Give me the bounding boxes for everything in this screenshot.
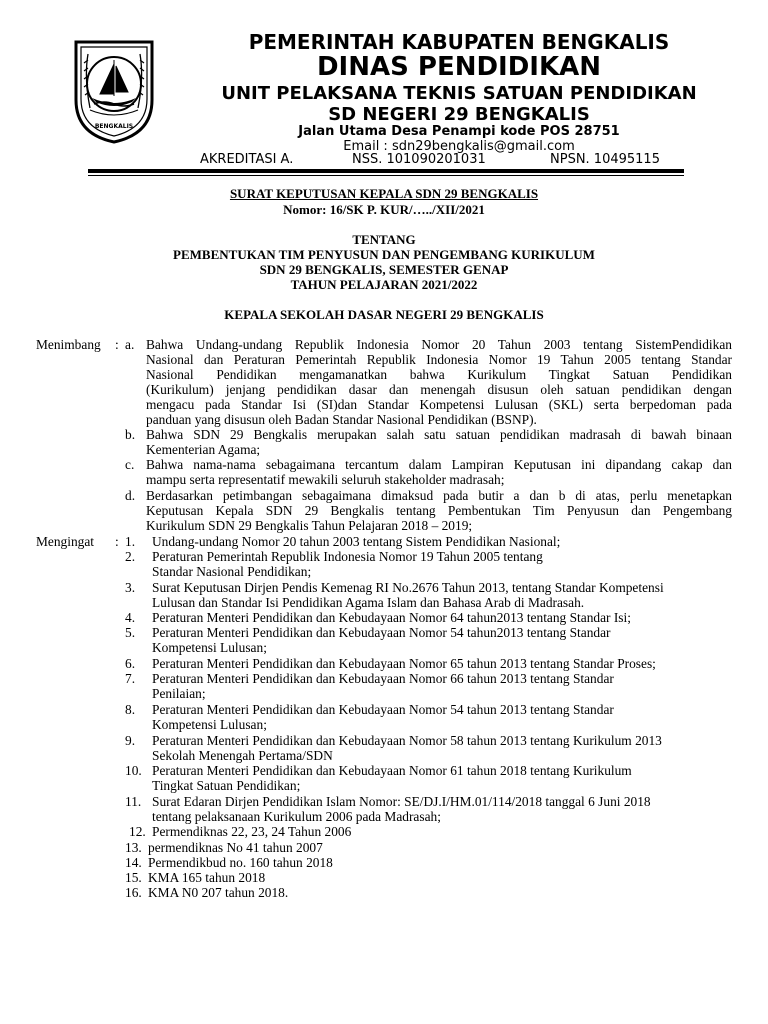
menimbang-item-line: mampu serta representatif mewakili seluruh stakeholder madrasah; [146,472,505,487]
mengingat-item-line: Peraturan Menteri Pendidikan dan Kebudayaan Nomor 58 tahun 2013 tentang Kurikulum 2013 [152,733,662,748]
menimbang-item-line: panduan yang disusun oleh Badan Standar Nasional Pendidikan (BSNP). [146,412,537,427]
mengingat-item-line: Surat Keputusan Dirjen Pendis Kemenag RI No.2676 Tahun 2013, tentang Standar Kompetensi [152,580,664,595]
mengingat-item-line: Permendiknas 22, 23, 24 Tahun 2006 [152,824,352,839]
mengingat-label: Mengingat [36,534,95,549]
mengingat-item-line: Peraturan Menteri Pendidikan dan Kebudayaan Nomor 61 tahun 2018 tentang Kurikulum [152,763,632,778]
mengingat-marker: 6. [125,656,136,671]
mengingat-item-line: permendiknas No 41 tahun 2007 [148,840,323,855]
mengingat-marker: 1. [125,534,136,549]
mengingat-item-line: Permendikbud no. 160 tahun 2018 [148,855,333,870]
menimbang-label: Menimbang [36,337,101,352]
menimbang-item-line: Nasional Pendidikan mengamanatkan bahwa Kurikulum Tingkat Satuan Pendidikan [146,367,732,382]
mengingat-marker: 10. [125,763,142,778]
menimbang-item-line: (Kurikulum) jenjang pendidikan dasar dan menengah disusun oleh satuan pendidikan dengan [146,382,732,397]
mengingat-item-line: Peraturan Menteri Pendidikan dan Kebudayaan Nomor 64 tahun2013 tentang Standar Isi; [152,610,631,625]
mengingat-marker: 5. [125,625,136,640]
nss-number: NSS. 101090201031 [352,152,486,167]
mengingat-marker: 9. [125,733,136,748]
decree-subject-1: PEMBENTUKAN TIM PENYUSUN DAN PENGEMBANG KURIKULUM [173,247,595,262]
mengingat-item-line: Kompetensi Lulusan; [152,717,267,732]
mengingat-marker: 4. [125,610,136,625]
decree-about: TENTANG [352,232,416,247]
menimbang-item-line: Kurikulum SDN 29 Bengkalis Tahun Pelajaran 2018 – 2019; [146,518,473,533]
menimbang-marker: a. [125,337,135,352]
mengingat-item-line: Penilaian; [152,686,206,701]
header-address: Jalan Utama Desa Penampi kode POS 28751 [298,124,620,139]
bengkalis-crest-icon [70,38,158,146]
mengingat-marker: 15. [125,870,142,885]
mengingat-item-line: Peraturan Menteri Pendidikan dan Kebudayaan Nomor 54 tahun 2013 tentang Standar [152,702,614,717]
menimbang-colon: : [115,337,119,352]
menimbang-item-line: Kementerian Agama; [146,442,261,457]
header-accreditation-row [200,152,660,167]
menimbang-item-line: Berdasarkan petimbangan sebagaimana dimaksud pada butir a dan b di atas, perlu menetapkan [146,488,732,503]
menimbang-item-line: Bahwa SDN 29 Bengkalis merupakan salah satu satuan pendidikan madrasah di bawah binaan [146,427,732,442]
mengingat-item-line: KMA 165 tahun 2018 [148,870,266,885]
mengingat-marker: 13. [125,840,142,855]
menimbang-item-line: Bahwa nama-nama sebagaimana tercantum dalam Lampiran Keputusan ini dipandang cakap dan [146,457,732,472]
mengingat-item-line: Tingkat Satuan Pendidikan; [152,778,301,793]
menimbang-marker: b. [125,427,136,442]
letterhead-rule-thick [88,169,684,173]
regency-logo [70,38,158,146]
mengingat-item-line: Peraturan Menteri Pendidikan dan Kebudayaan Nomor 65 tahun 2013 tentang Standar Proses; [152,656,656,671]
mengingat-item-line: Kompetensi Lulusan; [152,640,267,655]
mengingat-item-line: Sekolah Menengah Pertama/SDN [152,748,333,763]
accreditation: AKREDITASI A. [200,152,294,167]
mengingat-item-line: Peraturan Menteri Pendidikan dan Kebudayaan Nomor 66 tahun 2013 tentang Standar [152,671,614,686]
letterhead-rule-thin [88,175,684,176]
logo-text: BENGKALIS [94,123,134,130]
mengingat-item-line: Peraturan Pemerintah Republik Indonesia Nomor 19 Tahun 2005 tentang [152,549,543,564]
mengingat-item-line: Undang-undang Nomor 20 tahun 2003 tentang Sistem Pendidikan Nasional; [152,534,561,549]
decree-subject-3: TAHUN PELAJARAN 2021/2022 [290,277,478,292]
mengingat-item-line: Surat Edaran Dirjen Pendidikan Islam Nomor: SE/DJ.I/HM.01/114/2018 tanggal 6 Juni 2018 [152,794,651,809]
mengingat-item-line: KMA N0 207 tahun 2018. [148,885,289,900]
menimbang-item-line: Nasional dan Peraturan Pemerintah Republik Indonesia Nomor 19 Tahun 2005 tentang Standar [146,352,732,367]
mengingat-colon: : [115,534,119,549]
header-agency: DINAS PENDIDIKAN [316,52,602,82]
mengingat-marker: 8. [125,702,136,717]
mengingat-marker: 16. [125,885,142,900]
decree-title: SURAT KEPUTUSAN KEPALA SDN 29 BENGKALIS [229,186,539,201]
header-school: SD NEGERI 29 BENGKALIS [328,104,590,125]
header-unit: UNIT PELAKSANA TEKNIS SATUAN PENDIDIKAN [221,83,697,104]
mengingat-item-line: tentang pelaksanaan Kurikulum 2006 pada Madrasah; [152,809,441,824]
menimbang-item-line: Keputusan Kepala SDN 29 Bengkalis tentang Pembentukan Tim Penyusun dan Pengembang [146,503,732,518]
header-email: Email : sdn29bengkalis@gmail.com [343,139,575,154]
menimbang-item-line: mengacu pada Standar Isi (SI)dan Standar Kompetensi Lulusan (SKL) serta berpedoman pada [146,397,732,412]
mengingat-marker: 3. [125,580,136,595]
mengingat-item-line: Standar Nasional Pendidikan; [152,564,312,579]
decree-number: Nomor: 16/SK P. KUR/…../XII/2021 [283,202,485,217]
decree-issuer: KEPALA SEKOLAH DASAR NEGERI 29 BENGKALIS [224,307,544,322]
mengingat-item-line: Peraturan Menteri Pendidikan dan Kebudayaan Nomor 54 tahun2013 tentang Standar [152,625,611,640]
npsn-number: NPSN. 10495115 [550,152,660,167]
mengingat-marker: 12. [129,824,146,839]
menimbang-marker: d. [125,488,136,503]
menimbang-marker: c. [125,457,135,472]
mengingat-marker: 7. [125,671,136,686]
menimbang-item-line: Bahwa Undang-undang Republik Indonesia Nomor 20 Tahun 2003 tentang SistemPendidikan [146,337,732,352]
mengingat-marker: 11. [125,794,142,809]
mengingat-marker: 2. [125,549,136,564]
mengingat-marker: 14. [125,855,142,870]
decree-subject-2: SDN 29 BENGKALIS, SEMESTER GENAP [259,262,509,277]
header-government: PEMERINTAH KABUPATEN BENGKALIS [248,30,670,54]
mengingat-item-line: Lulusan dan Standar Isi Pendidikan Agama Islam dan Bahasa Arab di Madrasah. [152,595,585,610]
